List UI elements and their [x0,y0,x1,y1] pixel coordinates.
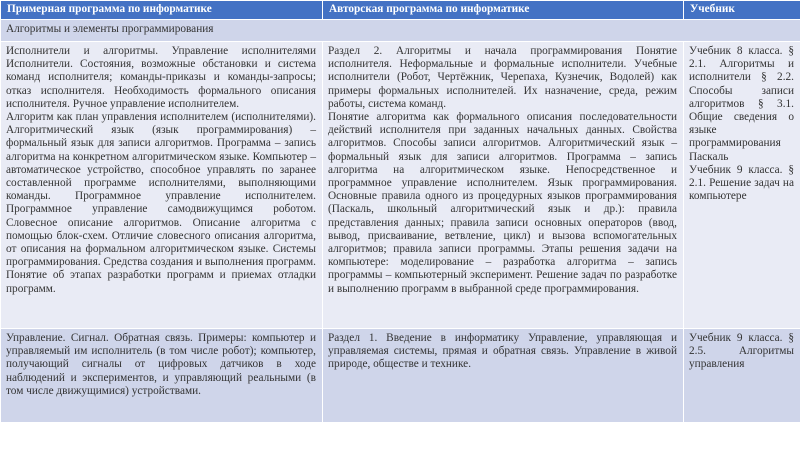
paragraph: Учебник 8 класса. § 2.1. Алгоритмы и исполнители § 2.2. Способы записи алгоритмов § 3.1. Общие сведения о языке программирования Паскаль [689,45,794,163]
header-textbook: Учебник [684,1,800,20]
section-row [1,20,800,42]
paragraph: Раздел 1. Введение в информатику Управление, управляющая и управляемая системы, прямая и обратная связь. Управление в живой природе, обществе и технике. [328,332,677,371]
paragraph: Управление. Сигнал. Обратная связь. Примеры: компьютер и управляемый им исполнитель (в том числе робот); компьютер, получающий сигналы от цифровых датчиков в ходе наблюдений и экспериментов, и управляющий реальными (в том числе движущимися) устройствами. [6,332,316,397]
header-example-program: Примерная программа по информатике [1,1,323,20]
table-row [1,42,800,329]
example-cell [1,42,323,329]
section-title: Алгоритмы и элементы программирования [1,20,800,42]
header-row [1,1,800,20]
textbook-cell [684,329,800,423]
paragraph: Исполнители и алгоритмы. Управление исполнителями Исполнители. Состояния, возможные обстановки и система команд исполнителя; команды-приказы и команды-запросы; отказ исполнителя. Необходимость формального описания исполнителя. Ручное управление исполнителем. [6,45,316,110]
example-cell [1,329,323,423]
author-cell [323,329,684,423]
paragraph: Раздел 2. Алгоритмы и начала программирования Понятие исполнителя. Неформальные и формальные исполнители. Учебные исполнители (Робот, Чертёжник, Черепаха, Кузнечик, Водолей) как примеры формальных исполнителей. Их назначение, среда, режим работы, система команд. [328,45,677,110]
paragraph: Учебник 9 класса. § 2.5. Алгоритмы управления [689,332,794,371]
paragraph: Алгоритм как план управления исполнителем (исполнителями). Алгоритмический язык (язык программирования) – формальный язык для записи алгоритмов. Программа – запись алгоритма на конкретном алгоритмическом языке. Компьютер – автоматическое устройство, способное управлять по заранее составленной программе исполнителями, выполняющими команды. Программное управление исполнителем. Программное управление самодвижущимся роботом. Словесное описание алгоритмов. Описание алгоритма с помощью блок-схем. Отличие словесного описания алгоритма, от описания на формальном алгоритмическом языке. Системы программирования. Средства создания и выполнения программ. Понятие об этапах разработки программ и приемах отладки программ. [6,111,316,295]
paragraph: Понятие алгоритма как формального описания последовательности действий исполнителя при заданных начальных данных. Свойства алгоритмов. Способы записи алгоритмов. Алгоритмический язык – формальный язык для записи алгоритмов. Программа – запись алгоритма на алгоритмическом языке. Непосредственное и программное управление исполнителем. Язык программирования. Основные правила одного из процедурных языков программирования (Паскаль, школьный алгоритмический язык и др.): правила представления данных; правила записи основных операторов (ввод, вывод, присваивание, ветвление, цикл) и вызова вспомогательных алгоритмов; правила записи программы. Этапы решения задачи на компьютере: моделирование – разработка алгоритма – запись программы – компьютерный эксперимент. Решение задач по разработке и выполнению программ в выбранной среде программирования. [328,111,677,295]
header-author-program: Авторская программа по информатике [323,1,684,20]
table-row [1,329,800,423]
textbook-cell [684,42,800,329]
paragraph: Учебник 9 класса. § 2.1. Решение задач на компьютере [689,163,794,203]
author-cell [323,42,684,329]
